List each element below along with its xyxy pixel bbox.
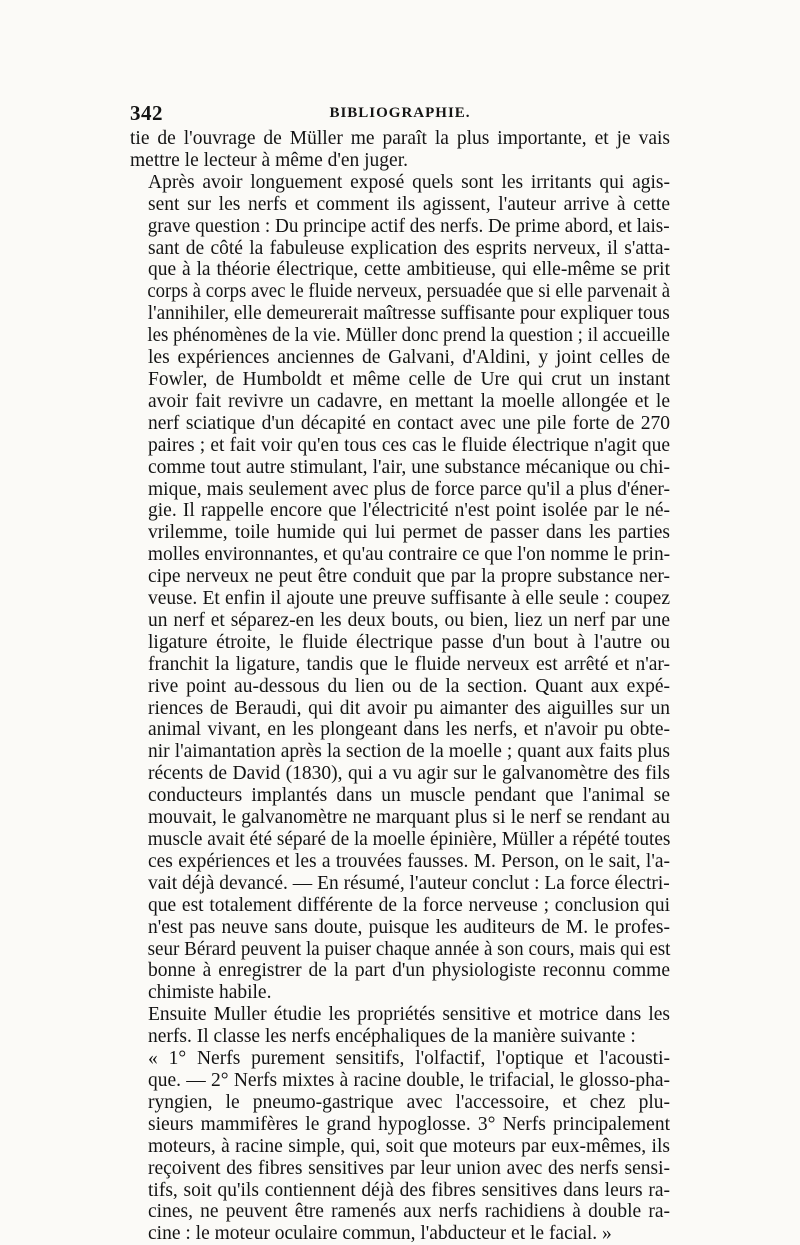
text-line: comme tout autre stimulant, l'air, une substance mécanique ou chi-: [148, 456, 670, 478]
text-line: cines, ne peuvent être ramenés aux nerfs rachidiens à double ra-: [148, 1201, 670, 1223]
text-line: les expériences anciennes de Galvani, d'Aldini, y joint celles de: [148, 347, 670, 369]
text-line: ces expériences et les a trouvées fausses. M. Person, on le sait, l'a-: [148, 850, 670, 872]
text-line: riences de Beraudi, qui dit avoir pu aimanter des aiguilles sur un: [148, 697, 670, 719]
text-line: les phénomènes de la vie. Müller donc prend la question ; il accueille: [147, 325, 670, 347]
text-line: grave question : Du principe actif des nerfs. De prime abord, et lais-: [147, 215, 670, 237]
paragraph: [130, 128, 670, 172]
text-line: tifs, soit qu'ils contiennent déjà des fibres sensitives dans leurs ra-: [148, 1179, 670, 1201]
text-line: paires ; et fait voir qu'en tous ces cas le fluide électrique n'agit que: [148, 434, 670, 456]
text-line: reçoivent des fibres sensitives par leur union avec des nerfs sensi-: [148, 1157, 670, 1179]
paragraph: [130, 1004, 670, 1048]
paragraph: [130, 1048, 670, 1245]
text-line: un nerf et séparez-en les deux bouts, ou bien, liez un nerf par une: [148, 609, 670, 631]
text-line: gie. Il rappelle encore que l'électricité n'est point isolée par le né-: [148, 500, 670, 522]
text-line: conducteurs implantés dans un muscle pendant que l'animal se: [148, 785, 670, 807]
text-line: mouvait, le galvanomètre ne marquant plus si le nerf se rendant au: [148, 807, 670, 829]
text-line: vait déjà devancé. — En résumé, l'auteur conclut : La force électri-: [147, 872, 670, 894]
text-line: tie de l'ouvrage de Müller me paraît la plus importante, et je vais: [130, 128, 670, 149]
running-title: BIBLIOGRAPHIE.: [329, 105, 471, 121]
text-line: Ensuite Muller étudie les propriétés sensitive et motrice dans les: [148, 1004, 670, 1026]
text-line: animal vivant, en les plongeant dans les nerfs, et n'avoir pu obte-: [148, 719, 670, 741]
text-line: que. — 2° Nerfs mixtes à racine double, le trifacial, le glosso-pha-: [148, 1069, 670, 1091]
text-line: avoir fait revivre un cadavre, en mettant la moelle allongée et le: [148, 390, 670, 412]
text-line: molles environnantes, et qu'au contraire ce que l'on nomme le prin-: [147, 544, 671, 566]
text-line: veuse. Et enfin il ajoute une preuve suffisante à elle seule : coupez: [148, 588, 670, 610]
text-line: rive point au-dessous du lien ou de la section. Quant aux expé-: [148, 675, 670, 697]
text-line: Fowler, de Humboldt et même celle de Ure qui crut un instant: [148, 368, 670, 390]
text-line: mique, mais seulement avec plus de force parce qu'il a plus d'éner-: [148, 478, 670, 500]
text-line: corps à corps avec le fluide nerveux, persuadée que si elle parvenait à: [147, 281, 671, 303]
text-line: bonne à enregistrer de la part d'un physiologiste reconnu comme: [148, 960, 670, 982]
text-line: seur Bérard peuvent la puiser chaque année à son cours, mais qui est: [147, 938, 671, 960]
text-line: nerf sciatique d'un décapité en contact avec une pile forte de 270: [148, 412, 670, 434]
text-line: cipe nerveux ne peut être conduit que par la propre substance ner-: [148, 566, 670, 588]
text-line: Après avoir longuement exposé quels sont les irritants qui agis-: [148, 171, 670, 193]
page-number: 342: [130, 101, 163, 125]
text-line: ryngien, le pneumo-gastrique avec l'accessoire, et chez plu-: [148, 1091, 670, 1113]
text-line: nir l'aimantation après la section de la moelle ; quant aux faits plus: [148, 741, 670, 763]
text-line: muscle avait été séparé de la moelle épinière, Müller a répété toutes: [147, 829, 671, 850]
text-line: moteurs, à racine simple, qui, soit que moteurs par eux-mêmes, ils: [148, 1135, 670, 1157]
text-line: ligature étroite, le fluide électrique passe d'un bout à l'autre ou: [148, 631, 670, 653]
text-line: chimiste habile.: [148, 982, 272, 1004]
body-text: [130, 128, 670, 1245]
page-header: [130, 101, 670, 127]
text-line: sieurs mammifères le grand hypoglosse. 3° Nerfs principalement: [148, 1113, 670, 1135]
text-line: récents de David (1830), qui a vu agir sur le galvanomètre des fils: [148, 763, 670, 785]
text-line: cine : le moteur oculaire commun, l'abducteur et le facial. »: [148, 1223, 612, 1245]
text-line: que est totalement différente de la force nerveuse ; conclusion qui: [148, 894, 670, 916]
text-line: « 1° Nerfs purement sensitifs, l'olfactif, l'optique et l'acousti-: [148, 1048, 670, 1070]
text-line: vrilemme, toile humide qui lui permet de passer dans les parties: [148, 522, 670, 544]
text-line: franchit la ligature, tandis que le fluide nerveux est arrêté et n'ar-: [148, 653, 670, 675]
text-line: n'est pas neuve sans doute, puisque les auditeurs de M. le profes-: [148, 916, 670, 938]
paragraph: [130, 172, 670, 1004]
text-line: sant de côté la fabuleuse explication des esprits nerveux, il s'atta-: [148, 237, 670, 259]
text-line: que à la théorie électrique, cette ambitieuse, qui elle-même se prit: [148, 259, 670, 281]
text-line: l'annihiler, elle demeurerait maîtresse suffisante pour expliquer tous: [147, 303, 670, 325]
text-line: nerfs. Il classe les nerfs encéphaliques de la manière suivante :: [148, 1026, 636, 1048]
text-line: mettre le lecteur à même d'en juger.: [130, 149, 409, 171]
text-line: sent sur les nerfs et comment ils agissent, l'auteur arrive à cette: [148, 193, 670, 215]
